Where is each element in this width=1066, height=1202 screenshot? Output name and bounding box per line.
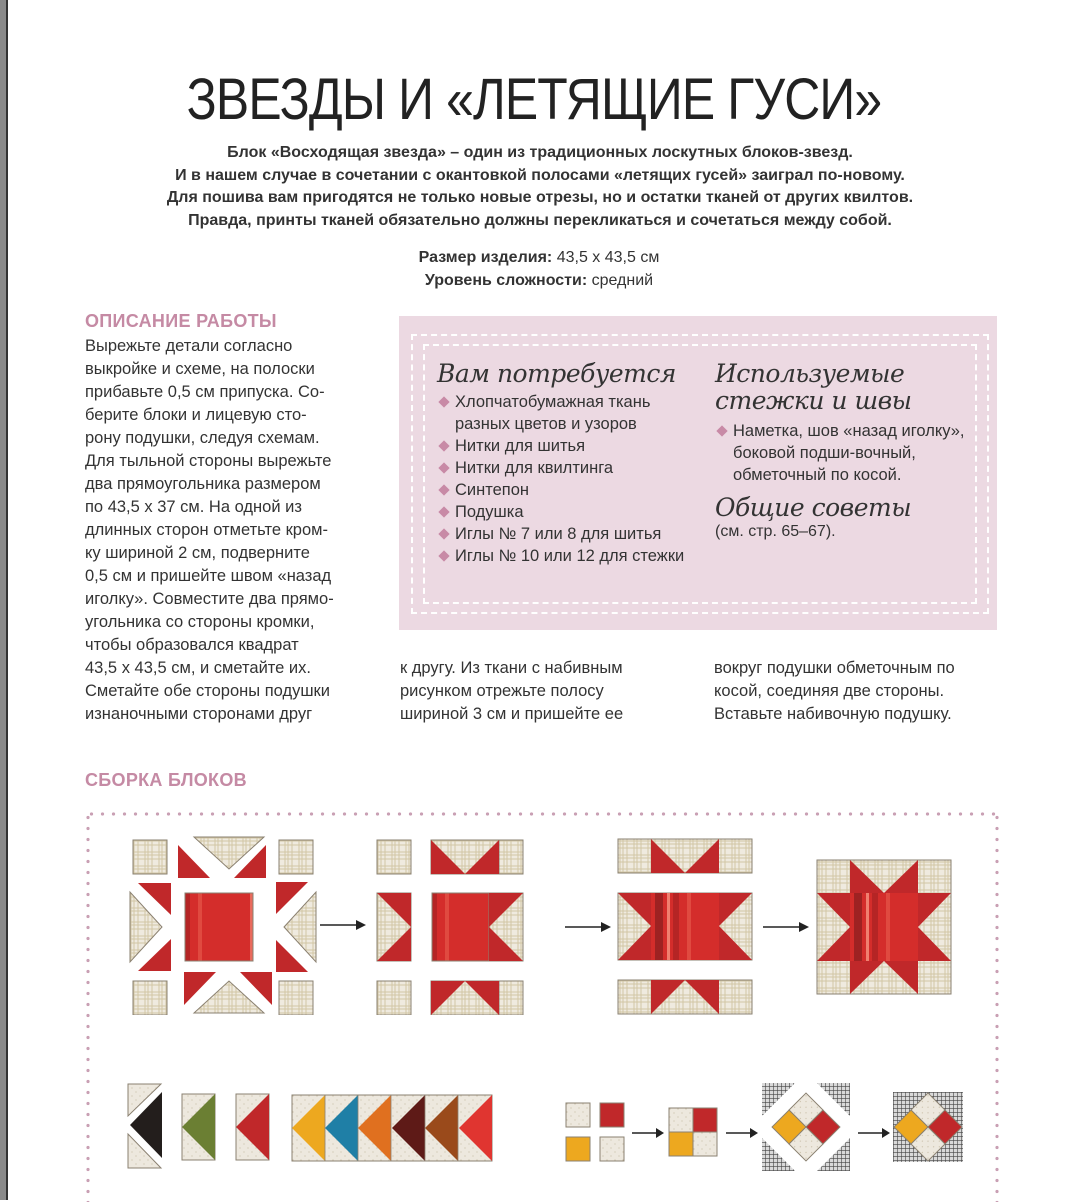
text-line: по 43,5 х 37 см. На одной из: [85, 498, 302, 516]
page-edge-line: [6, 0, 8, 1200]
square-in-square-finished-diagram: [893, 1092, 963, 1162]
stitches-heading-line-2: стежки и швы: [715, 386, 912, 415]
description-heading: ОПИСАНИЕ РАБОТЫ: [85, 311, 277, 331]
text-line: чтобы образовался квадрат: [85, 636, 299, 654]
text-line: угольника со стороны кромки,: [85, 613, 315, 631]
text-line: рону подушки, следуя схемам.: [85, 429, 320, 447]
item-text: Иглы № 10 или 12 для стежки: [455, 547, 685, 565]
item-text: Нитки для шитья: [455, 437, 586, 455]
text-line: вокруг подушки обметочным по: [714, 659, 955, 677]
arrow-right-icon: [761, 920, 811, 934]
diamond-bullet-icon: [438, 550, 449, 561]
diamond-bullet-icon: [438, 528, 449, 539]
page-title: ЗВЕЗДЫ И «ЛЕТЯЩИЕ ГУСИ»: [186, 67, 882, 132]
list-item: [437, 501, 707, 523]
size-row: [0, 246, 1066, 269]
intro-paragraph: [60, 142, 1020, 232]
square-in-square-exploded-diagram: [761, 1082, 851, 1172]
list-item: [437, 545, 707, 567]
text-line: иголку». Совместите два прямо-: [85, 590, 334, 608]
four-patch-pieces-diagram: [565, 1102, 627, 1164]
arrow-right-icon: [724, 1127, 760, 1139]
dotted-border-left: [86, 812, 90, 1202]
item-text: Иглы № 7 или 8 для шитья: [455, 525, 662, 543]
text-line: Вставьте набивочную подушку.: [714, 705, 952, 723]
list-item: [437, 457, 707, 479]
text-line: косой, соединяя две стороны.: [714, 682, 945, 700]
arrow-right-icon: [318, 918, 368, 932]
flying-geese-strip-diagram: [291, 1094, 495, 1162]
list-item: [715, 420, 975, 486]
text-line: выкройке и схеме, на полоски: [85, 360, 315, 378]
level-value: средний: [587, 272, 654, 289]
materials-box: [399, 316, 997, 630]
star-block-rows-diagram: [375, 835, 525, 1015]
star-block-joined-rows-diagram: [617, 838, 753, 1018]
item-text: Нитки для квилтинга: [455, 459, 614, 477]
text-line: берите блоки и лицевую сто-: [85, 406, 307, 424]
project-meta: [0, 246, 1066, 292]
text-line: два прямоугольника размером: [85, 475, 321, 493]
list-item: [437, 435, 707, 457]
stitches-heading-line-1: Используемые: [715, 359, 905, 388]
star-block-finished-diagram: [816, 859, 952, 995]
level-label: Уровень сложности:: [424, 272, 588, 289]
size-label: Размер изделия:: [418, 249, 553, 266]
size-value: 43,5 х 43,5 см: [552, 249, 660, 266]
dotted-border-top: [86, 812, 1000, 816]
intro-line: Для пошива вам пригодятся не только новые отрезы, но и остатки тканей от других квилтов.: [166, 189, 914, 206]
materials-list: [437, 391, 707, 567]
text-line: Для тыльной стороны вырежьте: [85, 452, 332, 470]
text-line: ку шириной 2 см, подверните: [85, 544, 310, 562]
text-line: к другу. Из ткани с набивным: [400, 659, 623, 677]
stitches-list: [715, 420, 975, 486]
diamond-bullet-icon: [438, 396, 449, 407]
description-column-1: [85, 335, 385, 726]
star-block-exploded-diagram: [128, 835, 318, 1015]
diamond-bullet-icon: [716, 425, 727, 436]
item-text: Хлопчатобумажная ткань разных цветов и узоров: [455, 393, 651, 433]
diamond-bullet-icon: [438, 484, 449, 495]
intro-line: Правда, принты тканей обязательно должны перекликаться и сочетаться между собой.: [188, 211, 892, 229]
text-line: 0,5 см и пришейте швом «назад: [85, 567, 332, 585]
tips-heading: Общие советы: [715, 493, 912, 522]
intro-line: Блок «Восходящая звезда» – один из традиционных лоскутных блоков-звезд.: [227, 144, 853, 161]
materials-needed: [437, 360, 707, 567]
description-column-3: [714, 657, 1014, 726]
four-patch-sewn-diagram: [668, 1107, 718, 1157]
item-text: Подушка: [455, 503, 524, 521]
text-line: Вырежьте детали согласно: [85, 337, 293, 355]
text-line: шириной 3 см и пришейте ее: [400, 705, 624, 723]
level-row: [0, 269, 1066, 292]
item-text: Синтепон: [455, 481, 530, 499]
diamond-bullet-icon: [438, 440, 449, 451]
description-column-2: [400, 657, 700, 726]
diamond-bullet-icon: [438, 462, 449, 473]
list-item: [437, 479, 707, 501]
item-text: Наметка, шов «назад иголку», боковой подши-вочный, обметочный по косой.: [733, 422, 965, 484]
assembly-heading: СБОРКА БЛОКОВ: [85, 770, 247, 790]
tips-text: (см. стр. 65–67).: [715, 523, 836, 540]
list-item: [437, 523, 707, 545]
arrow-right-icon: [856, 1127, 892, 1139]
text-line: изнаночными сторонами друг: [85, 705, 313, 723]
diamond-bullet-icon: [438, 506, 449, 517]
stitches-section: [715, 360, 975, 543]
text-line: 43,5 х 43,5 см, и сметайте их.: [85, 659, 311, 677]
text-line: длинных сторон отметьте кром-: [85, 521, 328, 539]
dotted-border-right: [995, 812, 999, 1202]
text-line: Сметайте обе стороны подушки: [85, 682, 330, 700]
arrow-right-icon: [630, 1127, 666, 1139]
materials-heading: Вам потребуется: [437, 359, 676, 388]
intro-line: И в нашем случае в сочетании с окантовкой полосами «летящих гусей» заиграл по-новому.: [175, 166, 905, 184]
text-line: рисунком отрежьте полосу: [400, 682, 604, 700]
text-line: прибавьте 0,5 см припуска. Со-: [85, 383, 325, 401]
list-item: [437, 391, 707, 435]
arrow-right-icon: [563, 920, 613, 934]
